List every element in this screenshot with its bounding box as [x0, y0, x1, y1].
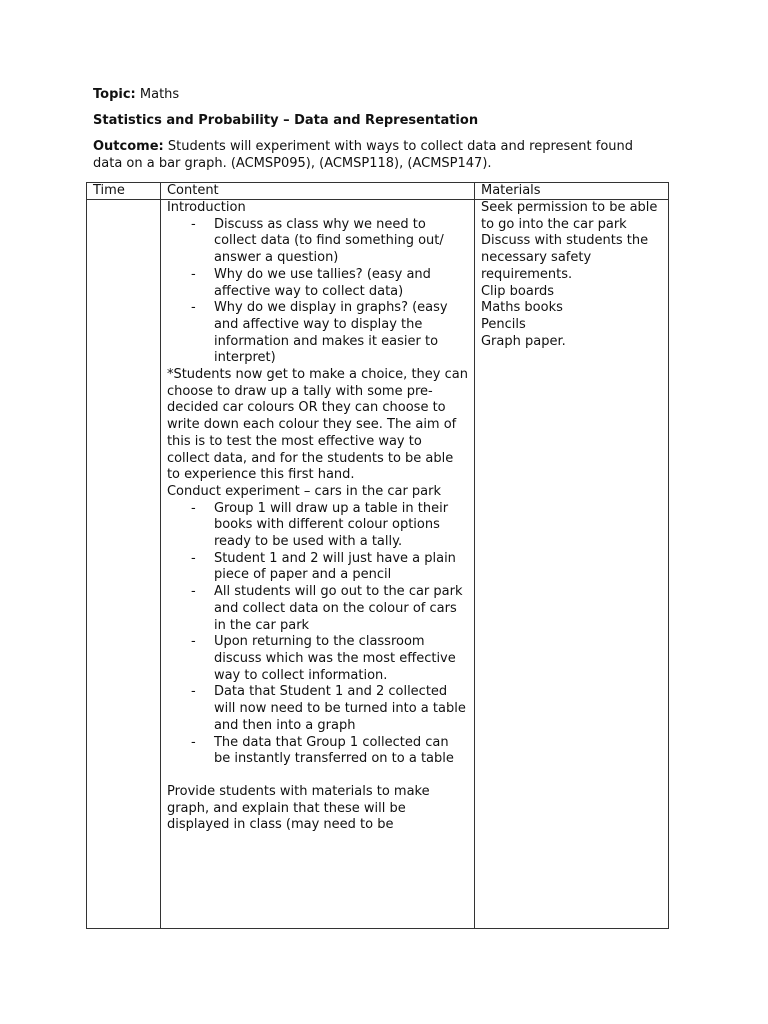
introduction-list [167, 217, 468, 367]
paragraph-gap [167, 768, 468, 784]
header-time: Time [87, 183, 161, 200]
list-item: - Upon returning to the classroom discuss which was the most effective way to collect information. [214, 634, 468, 684]
introduction-label: Introduction [166, 200, 246, 215]
section-heading: Statistics and Probability – Data and Representation [93, 113, 479, 128]
choice-paragraph: *Students now get to make a choice, they can choose to draw up a tally with some pre-decided car colours OR they can choose to write down each colour they see. The aim of this is to test the most effective way to collect data, and for the students to be able to experience this first hand. [166, 367, 468, 483]
list-item: - Discuss as class why we need to collect data (to find something out/ answer a question) [214, 217, 468, 267]
list-item: - Data that Student 1 and 2 collected will now need to be turned into a table and then into a graph [214, 684, 468, 734]
table-body-row [87, 200, 669, 929]
list-item: - Why do we display in graphs? (easy and affective way to display the information and makes it easier to interpret) [214, 300, 468, 367]
header-content: Content [160, 183, 474, 200]
outcome-text: Students will experiment with ways to collect data and represent found data on a bar graph. (ACMSP095), (ACMSP118), (ACMSP147). [93, 139, 634, 171]
experiment-label: Conduct experiment – cars in the car park [166, 483, 442, 499]
materials-item: Clip boards [480, 283, 554, 299]
header-materials: Materials [474, 183, 668, 200]
outcome-paragraph [93, 139, 653, 172]
list-item: - The data that Group 1 collected can be instantly transferred on to a table [214, 735, 468, 768]
time-cell [87, 200, 161, 929]
list-item: - Why do we use tallies? (easy and affective way to collect data) [214, 267, 468, 300]
topic-value: Maths [139, 87, 180, 102]
materials-item: Seek permission to be able to go into the car park [480, 200, 658, 232]
lesson-plan-table [86, 182, 669, 929]
closing-paragraph: Provide students with materials to make graph, and explain that these will be displayed in class (may need to be [166, 783, 430, 833]
materials-cell [474, 200, 668, 929]
list-item: - Student 1 and 2 will just have a plain piece of paper and a pencil [214, 551, 468, 584]
materials-item: Discuss with students the necessary safety requirements. [480, 233, 649, 282]
topic-label: Topic: [93, 87, 136, 102]
topic-line [93, 86, 179, 103]
content-cell [160, 200, 474, 929]
materials-item: Graph paper. [480, 333, 566, 349]
table-header-row [87, 183, 669, 200]
outcome-label: Outcome: [93, 139, 164, 154]
experiment-list [167, 501, 468, 768]
list-item: - Group 1 will draw up a table in their books with different colour options ready to be used with a tally. [214, 501, 468, 551]
list-item: - All students will go out to the car park and collect data on the colour of cars in the car park [214, 584, 468, 634]
materials-item: Pencils [480, 316, 526, 332]
materials-item: Maths books [480, 300, 563, 316]
